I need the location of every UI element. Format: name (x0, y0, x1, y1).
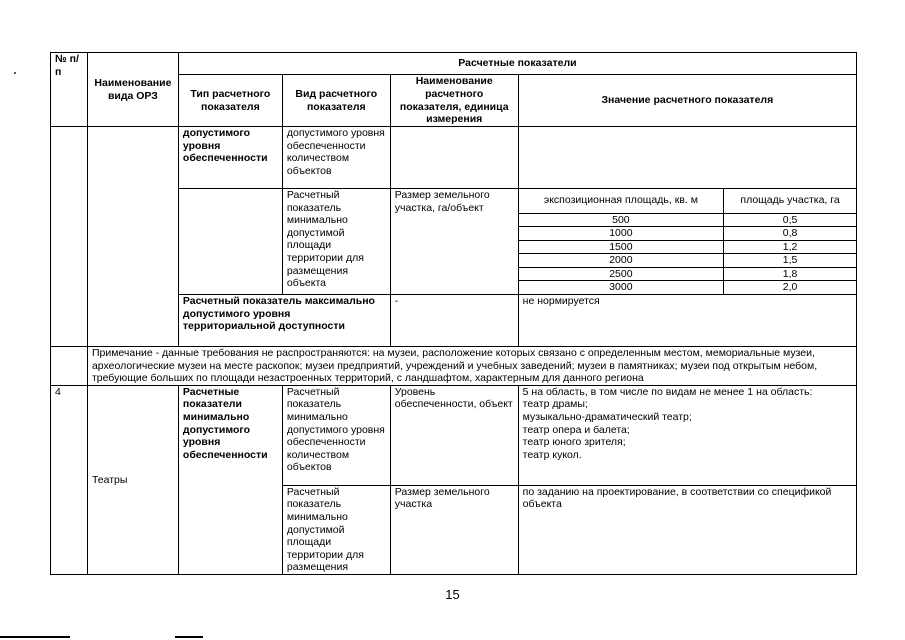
cell-name: Театры (87, 385, 178, 574)
value-line: музыкально-драматический театр; (522, 411, 692, 424)
area-value: 3000 (519, 281, 724, 294)
cell-unit (390, 127, 518, 189)
col-value-header: Значение расчетного показателя (518, 75, 856, 127)
area-table (519, 189, 856, 294)
cell-value: не нормируется (518, 295, 856, 347)
plot-value: 1,5 (724, 254, 856, 268)
value-line: театр драмы; (522, 398, 588, 411)
area-value: 1500 (519, 240, 724, 254)
cell-unit: Размер земельного участка (390, 485, 518, 574)
cell-unit: Размер земельного участка, га/объект (390, 189, 518, 295)
area-col2-header: площадь участка, га (740, 194, 840, 207)
cell-kind: допустимого уровня обеспеченности количеством объектов (282, 127, 390, 189)
scan-edge (175, 636, 203, 638)
value-line: театр опера и балета; (522, 423, 630, 436)
cell-type: Расчетный показатель максимально допустимого уровня территориальной доступности (178, 295, 390, 347)
cell-type: допустимого уровня обеспеченности (178, 127, 282, 189)
value-line: театр юного зрителя; (522, 436, 626, 449)
plot-value: 1,8 (724, 267, 856, 281)
col-num-header: № п/п (51, 53, 88, 127)
col-name-header: Наименование вида ОРЗ (87, 53, 178, 127)
page-number: 15 (445, 587, 460, 602)
cell-value (518, 385, 856, 485)
cell-name (87, 127, 178, 347)
table-row (51, 127, 857, 189)
cell-num (51, 347, 88, 386)
area-value: 1000 (519, 227, 724, 241)
cell-unit: Уровень обеспеченности, объект (390, 385, 518, 485)
area-table-cell (518, 189, 856, 295)
cell-kind: Расчетный показатель минимально допустимого уровня обеспеченности количеством объектов (282, 385, 390, 485)
plot-value: 2,0 (724, 281, 856, 294)
col-type-header: Тип расчетного показателя (178, 75, 282, 127)
note-text: Примечание - данные требования не распространяются: на музеи, расположение которых связано с определенным местом, мемориальные музеи, археологические музеи на месте раскопок; музеи предприятий, учреждений и учебных заведений; музеи в памятниках; музеи под открытым небом, требующие больших по площади незастроенных территорий, с ландшафтом, характерным для данного региона (87, 347, 856, 386)
group-header: Расчетные показатели (178, 53, 856, 75)
area-value: 500 (519, 213, 724, 227)
cell-unit: - (390, 295, 518, 347)
plot-value: 1,2 (724, 240, 856, 254)
area-col1-header: экспозиционная площадь, кв. м (519, 189, 724, 213)
col-kind-header: Вид расчетного показателя (282, 75, 390, 127)
col-unit-header: Наименование расчетного показателя, единица измерения (390, 75, 518, 127)
norms-table (50, 52, 857, 575)
cell-kind: Расчетный показатель минимально допустимой площади территории для размещения (282, 485, 390, 574)
cell-value: по заданию на проектирование, в соответствии со спецификой объекта (518, 485, 856, 574)
plot-value: 0,5 (724, 213, 856, 227)
area-value: 2500 (519, 267, 724, 281)
area-value: 2000 (519, 254, 724, 268)
table-row (51, 385, 857, 485)
cell-kind: Расчетный показатель минимально допустимой площади территории для размещения объекта (282, 189, 390, 295)
note-row (51, 347, 857, 386)
cell-num: 4 (51, 385, 88, 574)
value-line: 5 на область, в том числе по видам не менее 1 на область: (522, 385, 813, 398)
cell-type (178, 189, 282, 295)
cell-type: Расчетные показатели минимально допустимого уровня обеспеченности (178, 385, 282, 574)
cell-num (51, 127, 88, 347)
scan-edge (0, 636, 70, 638)
value-line: театр кукол. (522, 448, 582, 461)
scan-dot (14, 72, 16, 74)
cell-value (518, 127, 856, 189)
plot-value: 0,8 (724, 227, 856, 241)
